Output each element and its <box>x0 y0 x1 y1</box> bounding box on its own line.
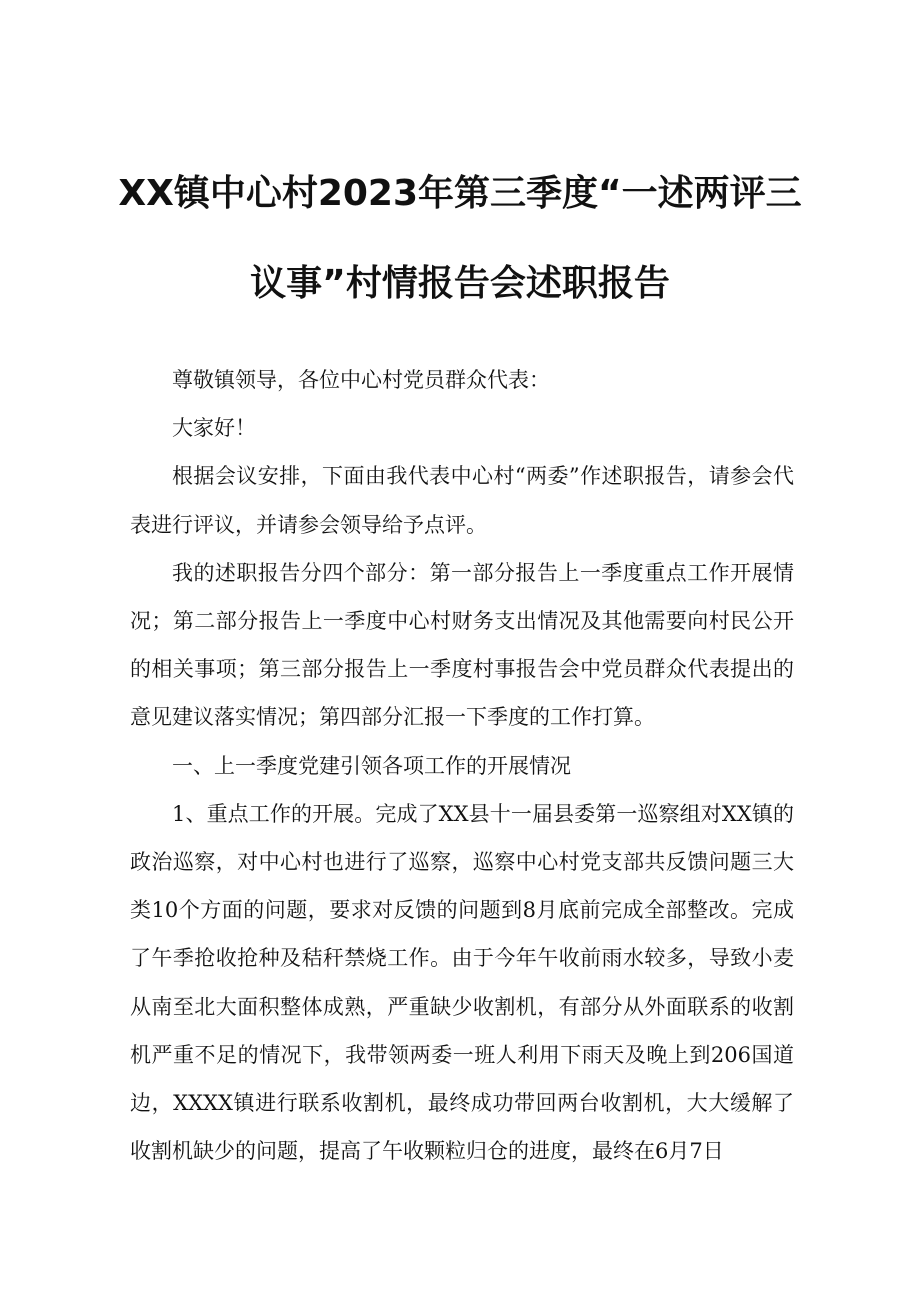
paragraph-outline: 我的述职报告分四个部分：第一部分报告上一季度重点工作开展情况；第二部分报告上一季度中心村财务支出情况及其他需要向村民公开的相关事项；第三部分报告上一季度村事报告会中党员群众代表提出的意见建议落实情况；第四部分汇报一下季度的工作打算。 <box>130 560 794 730</box>
section-heading-1: 一、上一季度党建引领各项工作的开展情况 <box>172 753 571 778</box>
document-title-line-1: XX镇中心村2023年第三季度“一述两评三 <box>118 173 802 214</box>
salutation: 尊敬镇领导，各位中心村党员群众代表： <box>172 368 550 392</box>
greeting: 大家好！ <box>172 416 256 441</box>
document-body <box>130 356 794 1175</box>
paragraph-key-work: 1、重点工作的开展。完成了XX县十一届县委第一巡察组对XX镇的政治巡察，对中心村也进行了巡察，巡察中心村党支部共反馈问题三大类10个方面的问题，要求对反馈的问题到8月底前完成全部整改。完成了午季抢收抢种及秸秆禁烧工作。由于今年午收前雨水较多，导致小麦从南至北大面积整体成熟，严重缺少收割机，有部分从外面联系的收割机严重不足的情况下，我带领两委一班人利用下雨天及晚上到206国道边，XXXX镇进行联系收割机，最终成功带回两台收割机，大大缓解了收割机缺少的问题，提高了午收颗粒归仓的进度，最终在6月7日 <box>130 801 794 1164</box>
paragraph-intro: 根据会议安排，下面由我代表中心村“两委”作述职报告，请参会代表进行评议，并请参会领导给予点评。 <box>130 464 794 537</box>
document-title-line-2: 议事”村情报告会述职报告 <box>250 263 670 304</box>
